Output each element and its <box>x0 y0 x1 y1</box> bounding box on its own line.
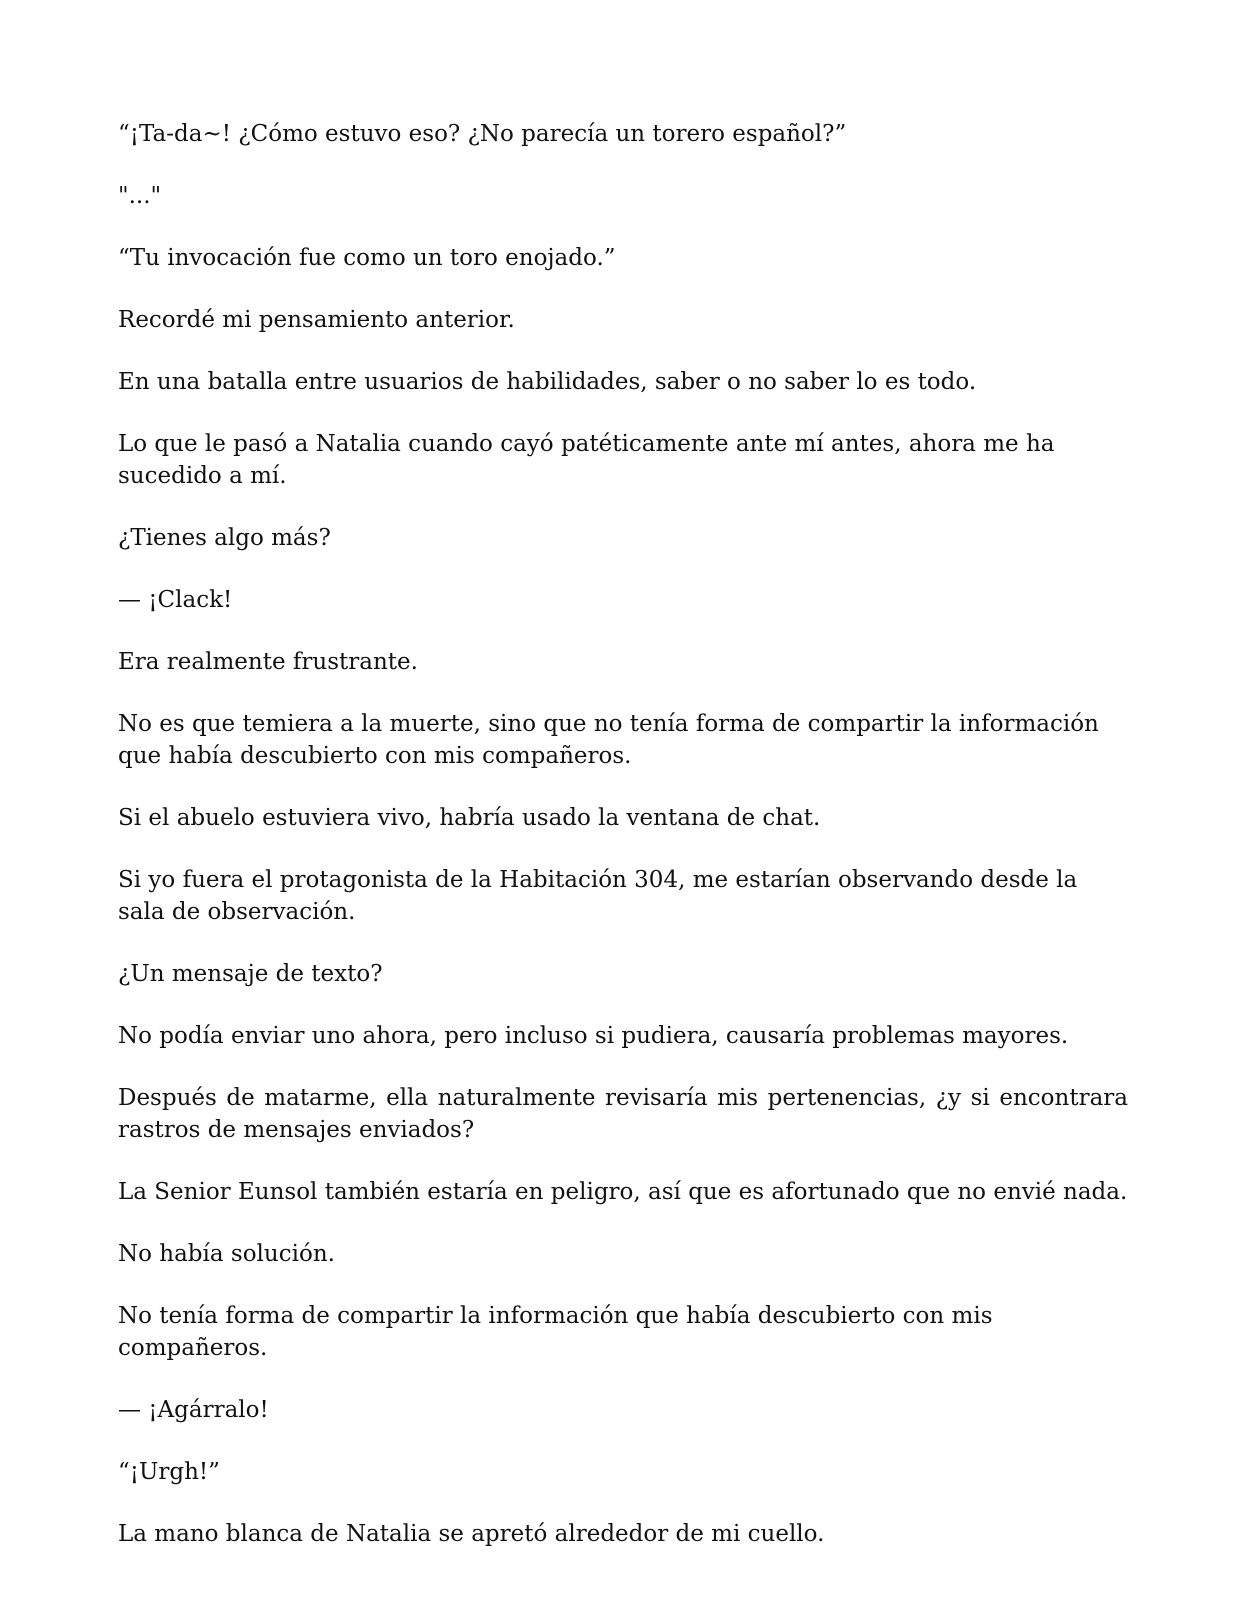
paragraph-15: Después de matarme, ella naturalmente revisaría mis pertenencias, ¿y si encontrara rastros de mensajes enviados? <box>118 1085 1128 1143</box>
paragraph-19: — ¡Agárralo! <box>118 1397 269 1423</box>
paragraph-8: — ¡Clack! <box>118 587 233 613</box>
paragraph-13: ¿Un mensaje de texto? <box>118 961 383 987</box>
paragraph-9: Era realmente frustrante. <box>118 649 418 675</box>
paragraph-4: Recordé mi pensamiento anterior. <box>118 307 515 333</box>
paragraph-2: "..." <box>118 183 162 209</box>
paragraph-21: La mano blanca de Natalia se apretó alrededor de mi cuello. <box>118 1521 825 1547</box>
paragraph-16: La Senior Eunsol también estaría en peligro, así que es afortunado que no envié nada. <box>118 1179 1128 1205</box>
paragraph-6: Lo que le pasó a Natalia cuando cayó patéticamente ante mí antes, ahora me ha sucedido a mí. <box>118 431 1055 489</box>
paragraph-20: “¡Urgh!” <box>118 1459 220 1485</box>
paragraph-17: No había solución. <box>118 1241 335 1267</box>
paragraph-7: ¿Tienes algo más? <box>118 525 331 551</box>
document-body <box>118 118 1128 1580</box>
paragraph-11: Si el abuelo estuviera vivo, habría usado la ventana de chat. <box>118 805 821 831</box>
paragraph-1: “¡Ta-da~! ¿Cómo estuvo eso? ¿No parecía un torero español?” <box>118 121 847 147</box>
paragraph-14: No podía enviar uno ahora, pero incluso si pudiera, causaría problemas mayores. <box>118 1023 1069 1049</box>
paragraph-10: No es que temiera a la muerte, sino que no tenía forma de compartir la información que había descubierto con mis compañeros. <box>118 711 1099 769</box>
paragraph-18: No tenía forma de compartir la información que había descubierto con mis compañeros. <box>118 1303 993 1361</box>
paragraph-12: Si yo fuera el protagonista de la Habitación 304, me estarían observando desde la sala de observación. <box>118 867 1078 925</box>
paragraph-5: En una batalla entre usuarios de habilidades, saber o no saber lo es todo. <box>118 369 977 395</box>
paragraph-3: “Tu invocación fue como un toro enojado.” <box>118 245 616 271</box>
